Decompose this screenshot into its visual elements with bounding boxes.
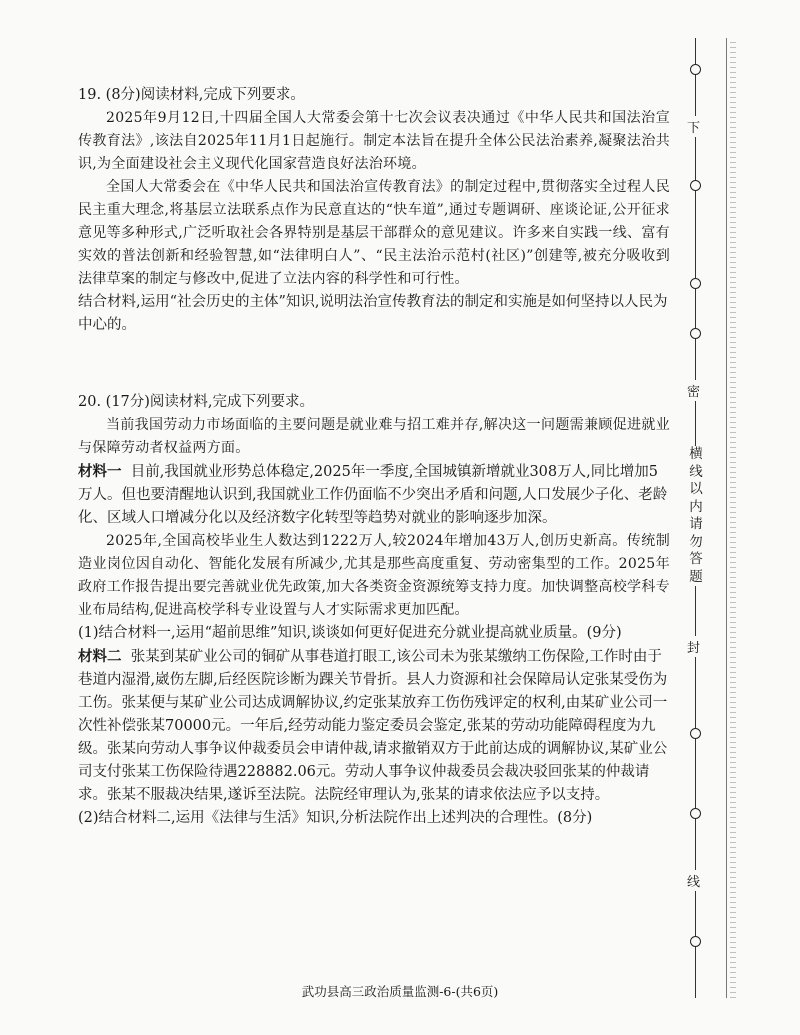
- binding-char-xian: 线: [687, 870, 700, 891]
- material-2-label: 材料二: [78, 648, 122, 665]
- q19-paragraph-1: 2025年9月12日,十四届全国人大常委会第十七次会议表决通过《中华人民共和国法治宣传教育法》,该法自2025年11月1日起施行。制定本法旨在提升全体公民法治素养,凝聚法治共识,为全面建设社会主义现代化国家营造良好法治环境。: [78, 110, 670, 172]
- question-area: [78, 84, 670, 830]
- q20-material-2: [78, 645, 670, 807]
- binding-circle: [690, 936, 701, 947]
- q20-intro: 当前我国劳动力市场面临的主要问题是就业难与招工难并存,解决这一问题需兼顾促进就业与保障劳动者权益两方面。: [78, 417, 670, 456]
- binding-circle: [690, 328, 701, 339]
- binding-circle: [690, 180, 701, 191]
- page-footer: 武功县高三政治质量监测-6-(共6页): [301, 984, 499, 999]
- q19-paragraph-2: 全国人大常委会在《中华人民共和国法治宣传教育法》的制定过程中,贯彻落实全过程人民民主重大理念,将基层立法联系点作为民意直达的“快车道”,通过专题调研、座谈论证,公开征求意见等多种形式,广泛听取社会各界特别是基层干部群众的意见建议。许多来自实践一线、富有实效的普法创新和经验智慧,如“法律明白人”、“民主法治示范村(社区)”创建等,被充分吸收到法律草案的制定与修改中,促进了立法内容的科学性和可行性。: [78, 179, 670, 287]
- q20-material-1-paragraph-2: 2025年,全国高校毕业生人数达到1222万人,较2024年增加43万人,创历史新高。传统制造业岗位因自动化、智能化发展有所减少,尤其是那些高度重复、劳动密集型的工作。2025年政府工作报告提出要完善就业优先政策,加大各类资金资源统筹支持力度。加快调整高校学科专业布局结构,促进高校学科专业设置与人才实际需求更加匹配。: [78, 533, 670, 618]
- binding-circle: [690, 64, 701, 75]
- q20-subquestion-1: (1)结合材料一,运用“超前思维”知识,谈谈如何更好促进充分就业提高就业质量。(9分): [78, 625, 622, 641]
- q19-heading: 19. (8分)阅读材料,完成下列要求。: [78, 87, 305, 103]
- binding-circle: [690, 278, 701, 289]
- binding-notice-text: 横线以内请勿答题: [689, 446, 703, 585]
- material-1-text: 目前,我国就业形势总体稳定,2025年一季度,全国城镇新增就业308万人,同比增加5万人。但也要清醒地认识到,我国就业工作仍面临不少突出矛盾和问题,人口发展少子化、老龄化、区域人口增减分化以及经济数字化转型等趋势对就业的影响逐步加深。: [78, 464, 668, 526]
- material-2-text: 张某到某矿业公司的铜矿从事巷道打眼工,该公司未为张某缴纳工伤保险,工作时由于巷道内湿滑,崴伤左脚,后经医院诊断为踝关节骨折。县人力资源和社会保障局认定张某受伤为工伤。张某便与某矿业公司达成调解协议,约定张某放弃工伤伤残评定的权利,由某矿业公司一次性补偿张某70000元。一年后,经劳动能力鉴定委员会鉴定,张某的劳动功能障碍程度为九级。张某向劳动人事争议仲裁委员会申请仲裁,请求撤销双方于此前达成的调解协议,某矿业公司支付张某工伤保险待遇228882.06元。劳动人事争议仲裁委员会裁决驳回张某的仲裁请求。张某不服裁决结果,遂诉至法院。法院经审理认为,张某的请求依法应予以支持。: [78, 649, 668, 803]
- binding-strip: [686, 38, 736, 998]
- binding-char-xia: 下: [687, 116, 700, 137]
- binding-line-outer: [726, 38, 727, 998]
- binding-circle: [690, 808, 701, 819]
- q20-subquestion-2: (2)结合材料二,运用《法律与生活》知识,分析法院作出上述判决的合理性。(8分): [78, 810, 593, 826]
- q20-heading: 20. (17分)阅读材料,完成下列要求。: [78, 394, 315, 410]
- q19-task: 结合材料,运用“社会历史的主体”知识,说明法治宣传教育法的制定和实施是如何坚持以人民为中心的。: [78, 294, 668, 333]
- binding-circle: [690, 728, 701, 739]
- answer-gap: [78, 337, 670, 391]
- binding-hatch: [730, 38, 736, 998]
- binding-char-feng: 封: [687, 636, 700, 657]
- material-1-label: 材料一: [78, 463, 122, 480]
- q20-material-1: [78, 460, 670, 530]
- binding-char-mi: 密: [687, 380, 700, 401]
